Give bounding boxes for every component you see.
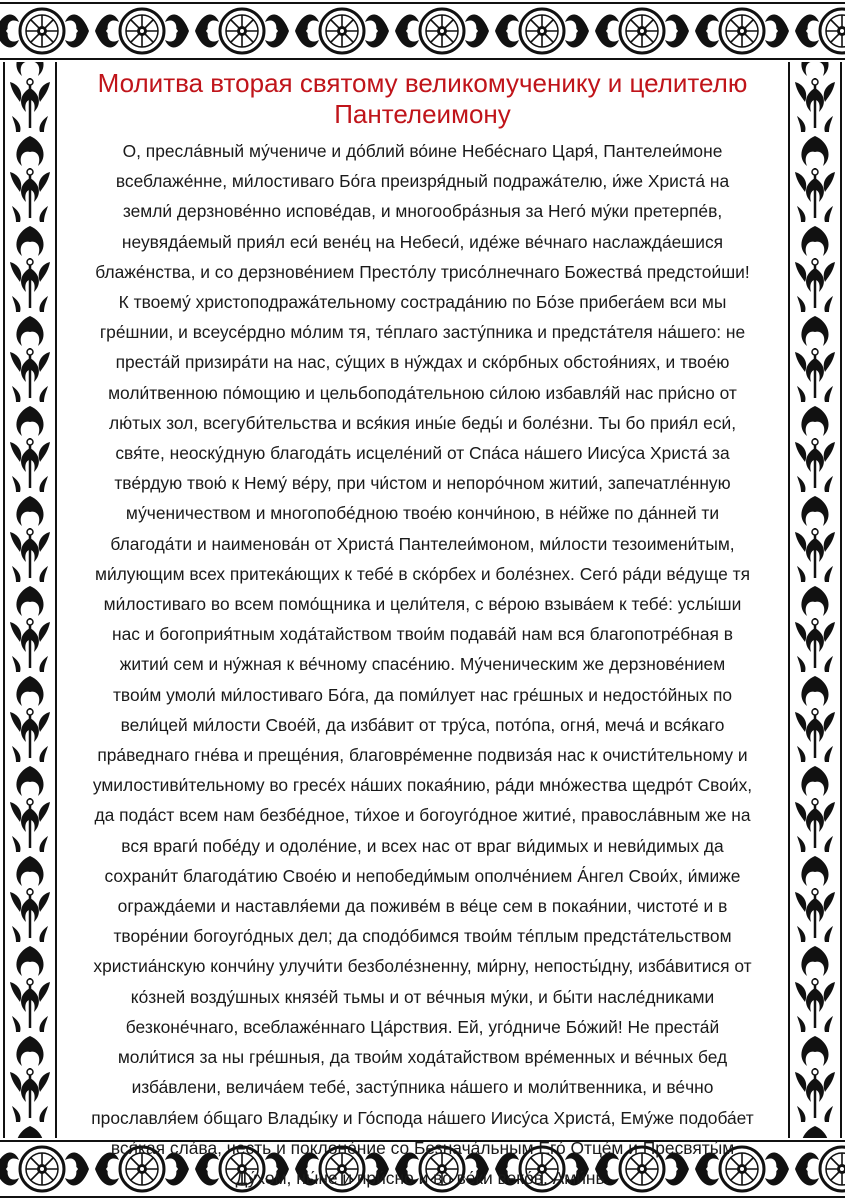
border-left bbox=[0, 62, 60, 1138]
prayer-line: ко́зней возду́шных князе́й тьмы и от ве́чныя му́ки, и бы́ти насле́дниками bbox=[130, 986, 715, 1007]
prayer-line: моли́твенною по́мощию и цельбопода́тельною си́лою избавля́й нас при́сно от bbox=[108, 382, 737, 403]
prayer-line: творе́нии богоуго́дных дел; да сподо́бимся твои́м те́плым предста́тельством bbox=[113, 926, 732, 947]
prayer-line: лю́тых зол, всегуби́тельства и вся́кия ины́е беды́ и боле́зни. Ты бо прия́л еси́, bbox=[108, 412, 737, 433]
fleur-scroll-ornament-icon bbox=[785, 62, 845, 1138]
page-title: Молитва вторая святому великомученику и целителю Пантелеимону bbox=[97, 68, 748, 129]
prayer-line: ми́лостиваго во всем помо́щника и цели́теля, с ве́рою взыва́ем к тебе́: услы́ши bbox=[103, 594, 742, 615]
prayer-line: земли́ дерзнове́нно испове́дав, и многообра́зныя за Него́ му́ки претерпе́в, bbox=[122, 201, 723, 222]
prayer-line: вся враги́ побе́ду и одоле́ние, и всех нас от враг ви́димых и неви́димых да bbox=[121, 835, 724, 856]
prayer-line: ми́лующим всех притека́ющих к тебе́ в ско́рбех и боле́знех. Сего́ ра́ди ве́дуще тя bbox=[94, 563, 750, 584]
prayer-line: моли́тися за ны гре́шныя, да твои́м хода́тайством вре́менных и ве́чных бед bbox=[117, 1047, 728, 1068]
prayer-line: О, пресла́вный му́чениче и до́блий во́ине Небе́снаго Царя́, Пантелеи́моне bbox=[122, 141, 723, 161]
prayer-line: огражда́еми и наставля́еми да поживе́м в ве́це сем в покая́нии, чистоте́ и в bbox=[117, 896, 728, 917]
prayer-line: прославля́ем о́бщаго Влады́ку и Го́спода на́шего Иису́са Христа́, Ему́же подоба́ет bbox=[91, 1107, 754, 1128]
border-top bbox=[0, 0, 845, 62]
prayer-line: Ду́хом, ны́не и при́сно и во ве́ки веко́в. Ами́нь. bbox=[235, 1167, 610, 1188]
prayer-line: вели́цей ми́лости Свое́й, да изба́вит от тру́са, пото́па, огня́, меча́ и вся́каго bbox=[120, 714, 725, 735]
prayer-line: тве́рдую твою́ к Нему́ ве́ру, при чи́стом и непоро́чном житии́, запечатле́нную bbox=[114, 473, 731, 494]
rosette-ornament-icon bbox=[0, 0, 845, 62]
prayer-line: всеблаже́нне, ми́лостиваго Бо́га преизря́дный подража́телю, и́же Христа́ на bbox=[115, 171, 730, 192]
prayer-line: преста́й призира́ти на нас, су́щих в ну́ждах и ско́рбных обстоя́ниях, и твое́ю bbox=[115, 352, 730, 373]
prayer-content bbox=[62, 62, 783, 1188]
prayer-line: да пода́ст всем нам безбе́дное, ти́хое и богоуго́дное житие́, правосла́вным же на bbox=[94, 805, 751, 826]
fleur-scroll-ornament-icon bbox=[0, 62, 60, 1138]
prayer-line: нас и богоприя́тным хода́тайством твои́м подава́й нам вся благопотре́бная в bbox=[111, 624, 733, 645]
prayer-line: пра́веднаго гне́ва и преще́ния, благовре́менне подвиза́я нас к очисти́тельному и bbox=[97, 745, 748, 766]
prayer-line: сохрани́т благода́тию Свое́ю и непобеди́мым ополче́нием А́нгел Свои́х, и́миже bbox=[104, 865, 741, 886]
prayer-line: свя́те, неоску́дную благода́ть исцеле́ний от Спа́са на́шего Иису́са Христа́ за bbox=[115, 443, 730, 464]
border-right bbox=[785, 62, 845, 1138]
prayer-line: безконе́чнаго, всеблаже́ннаго Ца́рствия. Ей, уго́дниче Бо́жий! Не преста́й bbox=[125, 1016, 720, 1037]
prayer-line: умилостиви́тельному во гресе́х на́ших покая́нию, ра́ди мно́жества щедро́т Свои́х, bbox=[92, 775, 753, 796]
prayer-line: христиа́нскую кончи́ну улучи́ти безболе́зненну, ми́рну, непосты́дну, изба́витися от bbox=[93, 956, 752, 977]
prayer-line: изба́влени, велича́ем тебе́, засту́пника на́шего и моли́твенника, и ве́чно bbox=[131, 1077, 714, 1098]
prayer-line: неувяда́емый прия́л еси́ вене́ц на Небеси́, иде́же ве́чнаго наслажда́ешися bbox=[121, 231, 724, 252]
prayer-line: твои́м умоли́ ми́лостиваго Бо́га, да поми́лует нас гре́шных и недосто́йных по bbox=[112, 684, 733, 705]
prayer-line: му́ченичеством и многопобе́дною твое́ю кончи́ною, в не́йже по да́нней ти bbox=[125, 503, 720, 524]
prayer-line: вся́кая сла́ва, честь и поклоне́ние со Безнача́льным Его́ Отце́м и Пресвяты́м bbox=[110, 1137, 735, 1158]
prayer-line: К твоему́ христоподража́тельному сострада́нию по Бо́зе прибега́ем вси мы bbox=[118, 292, 727, 313]
prayer-line: благода́ти и наименова́н от Христа́ Пантелеи́моном, ми́лости тезоимени́тым, bbox=[110, 533, 735, 554]
prayer-line: блаже́нства, и со дерзнове́нием Престо́лу трисо́лнечнаго Божества́ предстои́ши! bbox=[95, 261, 750, 282]
prayer-line: гре́шнии, и всеусе́рдно мо́лим тя, те́плаго засту́пника и предста́теля на́шего: не bbox=[99, 322, 746, 343]
prayer-line: житии́ сем и ну́жная к ве́чному спасе́нию. Му́ченическим же дерзнове́нием bbox=[119, 654, 726, 675]
prayer-text bbox=[62, 136, 783, 1193]
